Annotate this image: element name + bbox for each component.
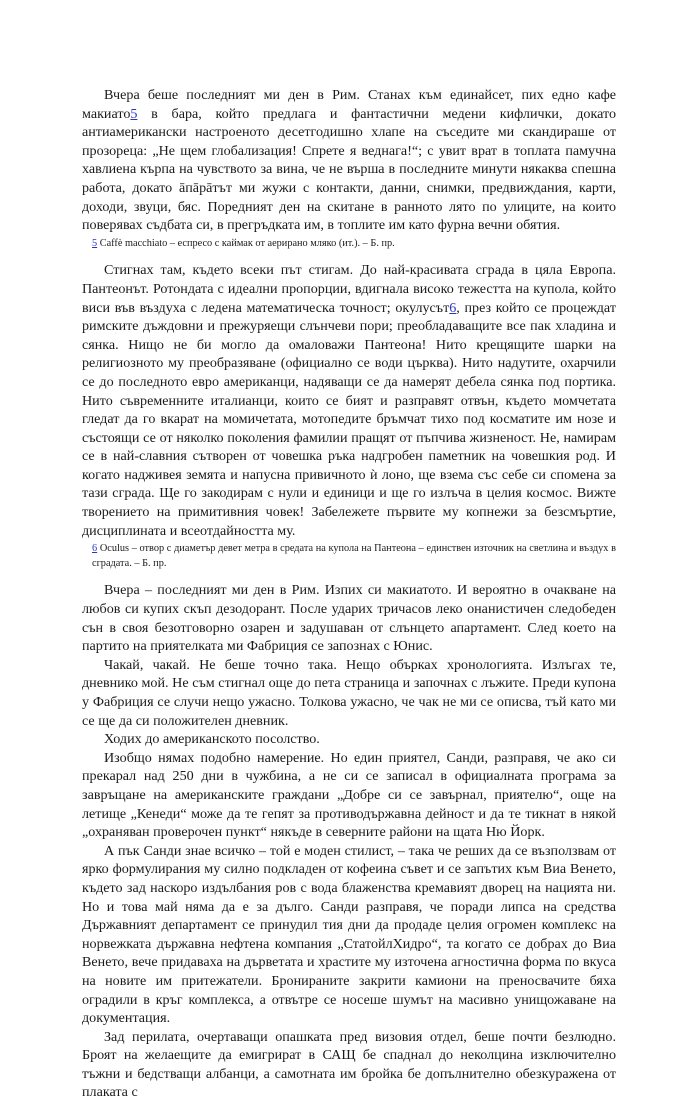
paragraph-8: Зад перилата, очертаващи опашката пред визовия отдел, беше почти безлюдно. Броят на желаещите да емигрират в САЩ бе спаднал до неколцина изключително тъжни и бедстващи албанци, а самотната им бройка бе допълнително обезкуражена от плаката с (82, 1028, 616, 1101)
paragraph-5: Ходих до американското посолство. (104, 731, 320, 748)
paragraph-3: Вчера – последният ми ден в Рим. Изпих си макиатото. И вероятно в очакване на любов си купих скъп дезодорант. После ударих тричасов леко онанистичен следобеден сън в своя безотговорно озарен и задушаван от слънцето апартамент. След което на партито на приятелката ми Фабриция се запознах с Юнис. (82, 582, 616, 655)
document-page (82, 86, 616, 1102)
paragraph-6: Изобщо нямах подобно намерение. Но един приятел, Санди, разправя, че ако си прекарал над 250 дни в чужбина, а не си се записал в официалната програма за завръщане на американските граждани „Добре си се завърнал, приятелю“, още на летище „Кенеди“ може да те гепят за противодържавна дейност и да те тикнат в някой „охраняван проверочен пункт“ някъде в северните райони на щата Ню Йорк. (82, 749, 616, 841)
footnote-6-text: Oculus – отвор с диаметър девет метра в средата на купола на Пантеона – единствен източник на светлина и въздух в сградата. – Б. пр. (92, 543, 616, 569)
footnote-ref-5[interactable]: 5 (130, 105, 138, 122)
footnote-ref-6[interactable]: 6 (449, 299, 457, 316)
paragraph-1-text-b: в бара, който предлага и фантастични медени кифлички, докато антиамерикански настроеното десетгодишно хлапе на съседите ми скандираше от прозореца: „Не щем глобализация! Спрете я веднага!“; с увит врат в топлата памучна хавлиена кърпа на чувството за вина, че не върша в последните минути някаква спешна работа, докато āпāрāтът ми жужи с контакти, данни, снимки, предвиждания, карти, доходи, звуци, бяс. Поредният ден на скитане в ранното лято по улиците, на които поверявах съдбата си, в прегръдката им, в топлите им като фурна вечни обятия. (82, 105, 616, 234)
footnote-5-text: Caffè macchiato – еспресо с каймак от аерирано мляко (ит.). – Б. пр. (97, 237, 395, 249)
paragraph-1 (82, 86, 616, 235)
footnote-5 (82, 237, 616, 252)
footnote-6-number[interactable]: 6 (92, 543, 98, 555)
paragraph-2-text-a: Стигнах там, където всеки път стигам. До най-красивата сграда в цяла Европа. Пантеонът. Ротондата с идеални пропорции, вдигнала високо тежестта на купола, който виси във въздуха с ледена математическа точност; окулусът (82, 262, 616, 316)
paragraph-1-text-a: Вчера беше последният ми ден в Рим. Станах към единайсет, пих едно кафе макиато (82, 87, 616, 122)
footnote-6 (82, 542, 616, 571)
paragraph-7: А пък Санди знае всичко – той е моден стилист, – така че реших да се възползвам от ярко формулирания му силно подкладен от кофеина съвет и се запътих към Виа Венето, където зад наскоро издълбания ров с вода блаженства кремавият дворец на нацията ни. Но и това май няма да е за дълго. Санди разправя, че поради липса на средства Държавният департамент се принудил тия дни да продаде целия огромен комплекс на норвежката държавна нефтена компания „СтатойлХидро“, та когато се добрах до Виа Венето, вече придаваха на дърветата и храстите му източена агностична форма по вкуса на новите им притежатели. Бронираните закрити камиони на преносвачите бяха оградили в кръг комплекса, а отвътре се носеше шумът на масивно унищожаване на документация. (82, 842, 616, 1027)
paragraph-2 (82, 261, 616, 540)
paragraph-4: Чакай, чакай. Не беше точно така. Нещо обърках хронологията. Излъгах те, дневнико мой. Не съм стигнал още до пета страница и започнах с лъжите. Преди купона у Фабриция се случи нещо ужасно. Толкова ужасно, че чак не ми се описва, тъй като ми се ще да си положителен дневник. (82, 656, 616, 729)
paragraph-2-text-b: , през който се процеждат римските дъждовни и прежуряещи слънчеви пори; преобладаващите все пак хладина и сянка. Нищо не би могло да омаловажи Пантеона! Нито крещящите шарки на религиозното му преобразяване (официално се води църква). Нито надутите, охарчили се до последното евро американци, надяващи се да намерят дебела сянка под портика. Нито съвременните италианци, които се бият и разправят отвън, където момчетата гледат да го вкарат на момичетата, мотопедите бръмчат тихо под косматите им нозе и състоящи се от няколко поколения фамилии пращят от пъпчива жизненост. Не, намирам се в най-славния сътворен от човешка ръка надгробен паметник на човешкия род. И когато надживея земята и напусна привичното ѝ лоно, ще взема със себе си спомена за тази сграда. Ще го закодирам с нули и единици и ще го излъча в целия космос. Вижте творението на примитивния човек! Забележете първите му копнежи за безсмъртие, дисциплината и всеотдайността му. (82, 299, 616, 539)
footnote-5-number[interactable]: 5 (92, 237, 98, 249)
